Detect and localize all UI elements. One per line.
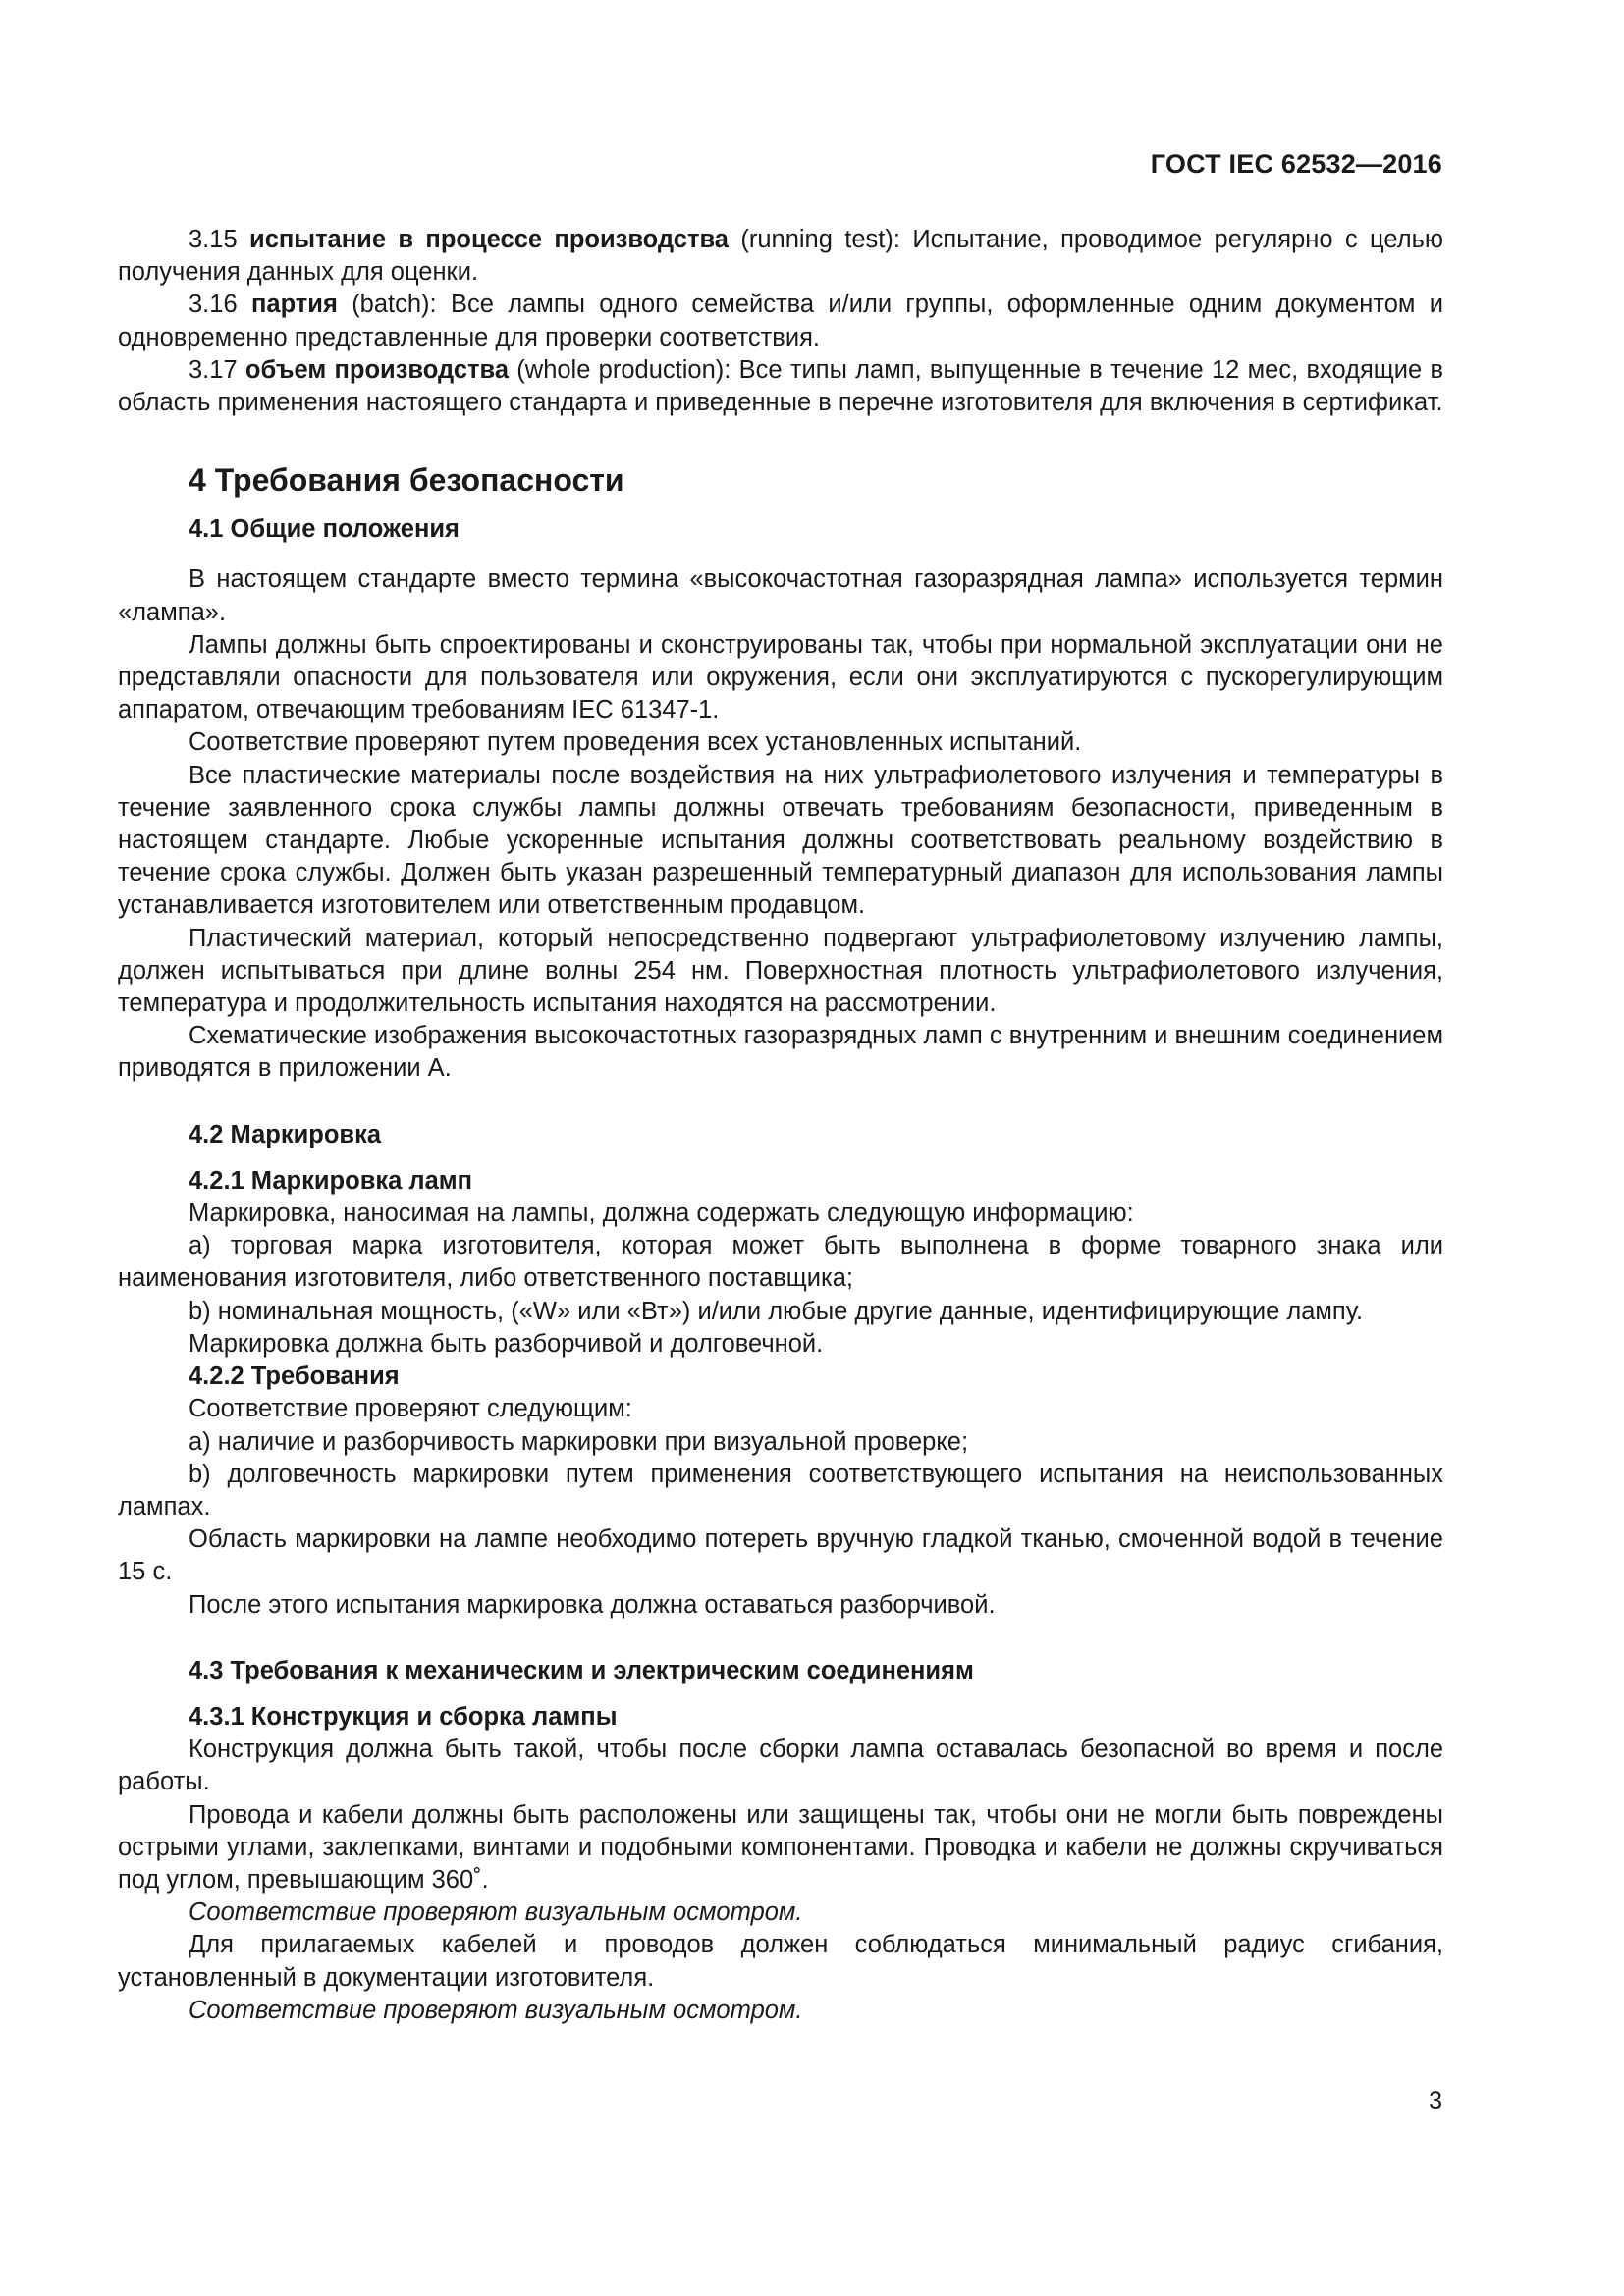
paragraph: Маркировка должна быть разборчивой и долговечной.	[189, 1329, 824, 1358]
definition-3-17	[118, 354, 1443, 419]
list-item: а) торговая марка изготовителя, которая может быть выполнена в форме товарного знака или наименования изготовителя, либо ответственного поставщика;	[118, 1232, 1443, 1293]
compliance-note: Соответствие проверяют визуальным осмотром.	[189, 1898, 803, 1927]
section-4-3-1-heading: 4.3.1 Конструкция и сборка лампы	[189, 1702, 618, 1731]
definition-text: (batch): Все лампы одного семейства и/или группы, оформленные одним документом и одновременно представленные для проверки соответствия.	[118, 291, 1444, 351]
definition-3-15	[118, 224, 1443, 289]
paragraph: Соответствие проверяют следующим:	[189, 1395, 632, 1423]
definition-number: 3.15	[189, 226, 238, 253]
document-code-header: ГОСТ IEC 62532—2016	[1150, 149, 1442, 179]
definition-term: объем производства	[244, 355, 510, 384]
list-item: b) долговечность маркировки путем применения соответствующего испытания на неиспользованных лампах.	[118, 1460, 1443, 1521]
page-number: 3	[1429, 2087, 1442, 2114]
paragraph: Область маркировки на лампе необходимо потереть вручную гладкой тканью, смоченной водой в течение 15 с.	[118, 1525, 1443, 1586]
paragraph: После этого испытания маркировка должна оставаться разборчивой.	[189, 1590, 996, 1619]
paragraph: Конструкция должна быть такой, чтобы после сборки лампа оставалась безопасной во время и после работы.	[118, 1735, 1443, 1796]
list-item: а) наличие и разборчивость маркировки при визуальной проверке;	[189, 1427, 969, 1456]
definition-text: (running test): Испытание, проводимое регулярно с целью получения данных для оценки.	[118, 226, 1443, 287]
definition-3-16	[118, 289, 1443, 353]
paragraph: Схематические изображения высокочастотных газоразрядных ламп с внутренним и внешним соединением приводятся в приложении А.	[118, 1022, 1443, 1083]
section-4-2-2-heading: 4.2.2 Требования	[189, 1362, 400, 1391]
section-4-3-heading: 4.3 Требования к механическим и электрическим соединениям	[189, 1656, 974, 1684]
paragraph: В настоящем стандарте вместо термина «высокочастотная газоразрядная лампа» используется термин «лампа».	[118, 565, 1443, 626]
definition-number: 3.17	[189, 355, 238, 384]
section-4-heading: 4 Требования безопасности	[189, 462, 624, 499]
section-4-2-1-heading: 4.2.1 Маркировка ламп	[189, 1166, 473, 1195]
list-item: b) номинальная мощность, («W» или «Вт») и/или любые другие данные, идентифицирующие лампу.	[189, 1297, 1364, 1325]
paragraph: Все пластические материалы после воздействия на них ультрафиолетового излучения и температуры в течение заявленного срока службы лампы должны отвечать требованиям безопасности, приведенным в настоящем стандарте. Любые ускоренные испытания должны соответствовать реальному воздействию в течение срока службы. Должен быть указан разрешенный температурный диапазон для использования лампы устанавливается изготовителем или ответственным продавцом.	[118, 761, 1443, 920]
definition-term: испытание в процессе производства	[249, 226, 729, 253]
section-4-2-heading: 4.2 Маркировка	[189, 1120, 382, 1148]
paragraph: Пластический материал, который непосредственно подвергают ультрафиолетовому излучению лампы, должен испытываться при длине волны 254 нм. Поверхностная плотность ультрафиолетового излучения, температура и продолжительность испытания находятся на рассмотрении.	[118, 924, 1443, 1018]
section-4-1-heading: 4.1 Общие положения	[189, 515, 460, 544]
paragraph: Провода и кабели должны быть расположены или защищены так, чтобы они не могли быть повреждены острыми углами, заклепками, винтами и подобными компонентами. Проводка и кабели не должны скручиваться под углом, превышающим 360˚.	[118, 1800, 1443, 1894]
paragraph: Соответствие проверяют путем проведения всех установленных испытаний.	[189, 728, 1082, 757]
paragraph: Лампы должны быть спроектированы и сконструированы так, чтобы при нормальной эксплуатации они не представляли опасности для пользователя или окружения, если они эксплуатируются с пускорегулирующим аппаратом, отвечающим требованиям IEC 61347-1.	[118, 630, 1443, 724]
document-body	[118, 224, 1443, 2027]
definition-text: (whole production): Все типы ламп, выпущенные в течение 12 мес, входящие в область применения настоящего стандарта и приведенные в перечне изготовителя для включения в сертификат.	[118, 355, 1443, 417]
compliance-note: Соответствие проверяют визуальным осмотром.	[189, 1996, 803, 2024]
definition-term: партия	[250, 291, 338, 319]
definition-number: 3.16	[189, 291, 238, 319]
paragraph: Для прилагаемых кабелей и проводов должен соблюдаться минимальный радиус сгибания, установленный в документации изготовителя.	[118, 1931, 1443, 1992]
paragraph: Маркировка, наносимая на лампы, должна содержать следующую информацию:	[189, 1200, 1134, 1228]
